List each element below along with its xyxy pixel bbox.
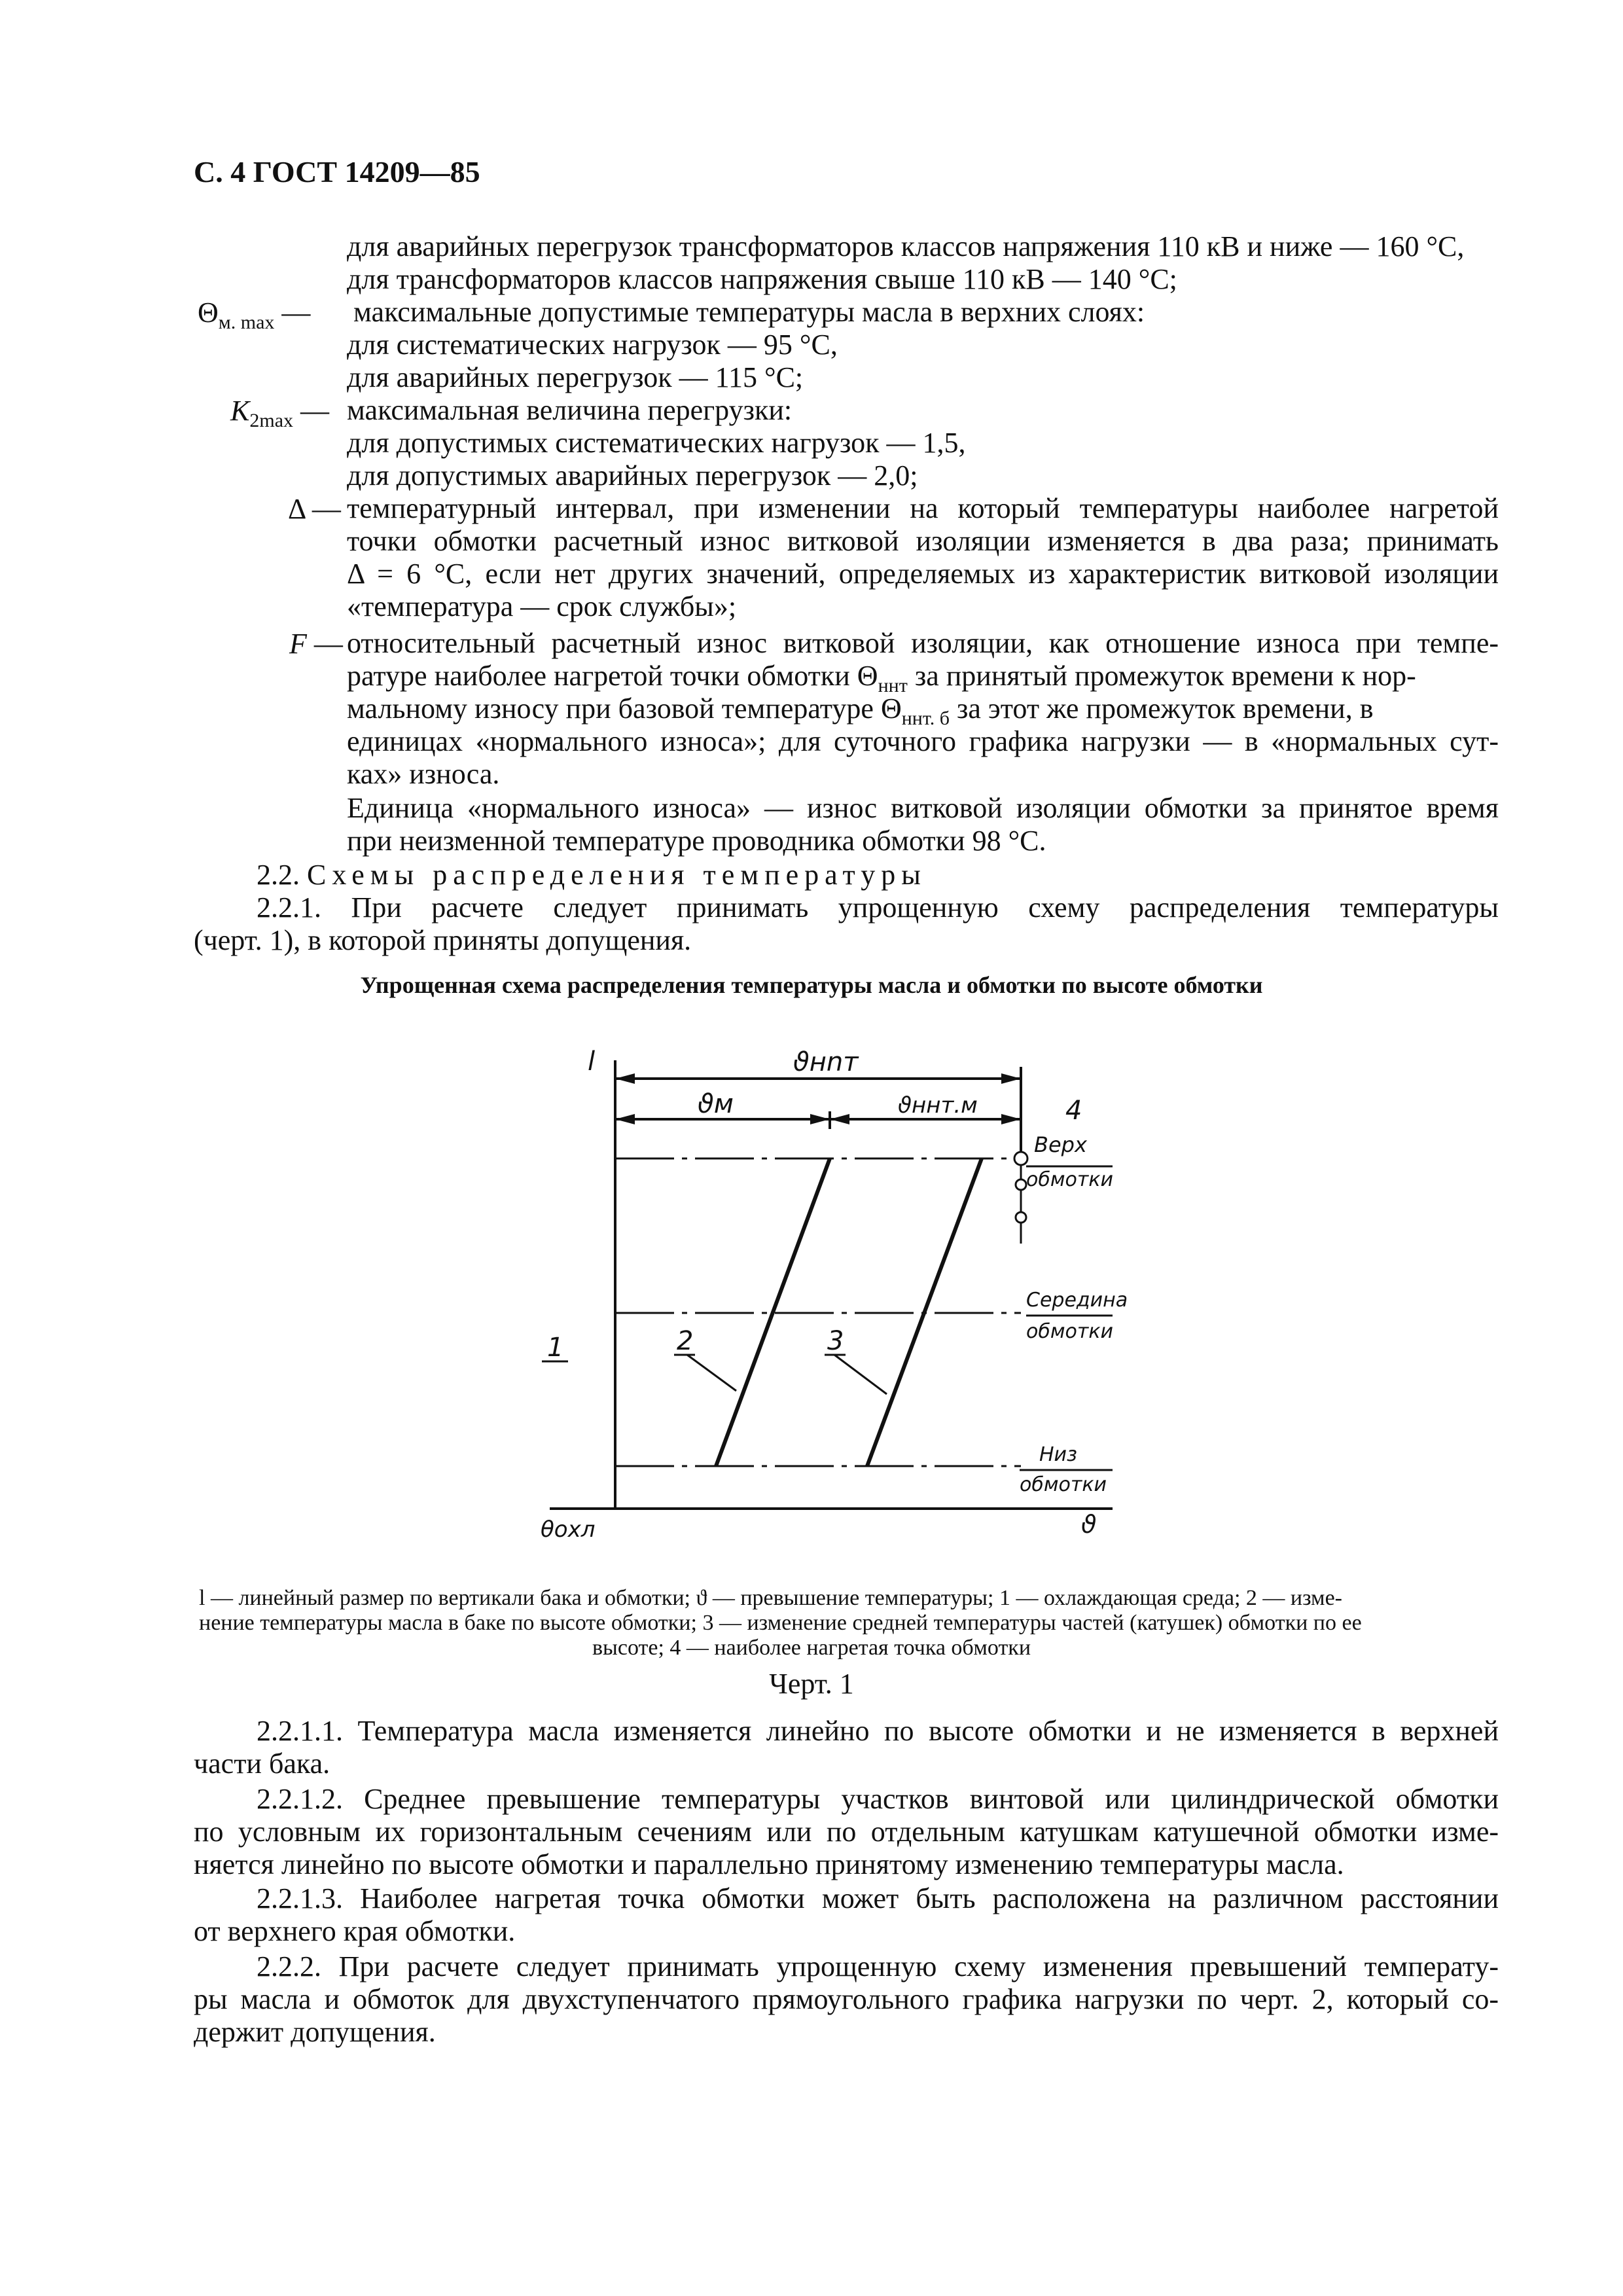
label-niz: Низ [1039, 1443, 1078, 1466]
hotspot-point [1016, 1179, 1026, 1190]
theta-nntb-subscript: ннт. б [901, 708, 950, 729]
arrowhead [1001, 1114, 1021, 1124]
label-2: 2 [677, 1326, 694, 1356]
section-number: 2.2. [257, 859, 300, 891]
def-line: «температура — срок службы»; [347, 590, 737, 622]
label-obmotki-top: обмотки [1026, 1168, 1113, 1191]
def-text: за этот же промежуток времени, в [949, 692, 1374, 725]
hotspot-point [1014, 1152, 1027, 1165]
def-line: максимальная величина перегрузки: [347, 394, 793, 426]
theta-subscript: м. max [218, 312, 275, 333]
figure-caption-line: l — линейный размер по вертикали бака и обмотки; ϑ — превышение температуры; 1 — охлаждающая среда; 2 — изме- [199, 1586, 1342, 1610]
def-text: за принятый промежуток времени к нор- [907, 660, 1416, 692]
k2max-symbol: $K_{2max}$ — [230, 395, 330, 431]
paragraph-line: няется линейно по высоте обмотки и параллельно принятому изменению температуры масла. [194, 1848, 1344, 1880]
def-line: для допустимых систематических нагрузок — 1,5, [347, 427, 966, 459]
label-theta-m: ϑм [698, 1089, 734, 1119]
arrowhead [1001, 1073, 1021, 1084]
def-text: мальному износу при базовой температуре Θ [347, 692, 902, 725]
arrowhead [615, 1114, 635, 1124]
paragraph-line: (черт. 1), в которой приняты допущения. [194, 924, 692, 956]
figure-label: Черт. 1 [769, 1668, 854, 1700]
delta-symbol-wrap: Δ — [288, 493, 341, 525]
theta-nnt-subscript: ннт [878, 675, 908, 696]
def-line: относительный расчетный износ витковой изоляции, как отношение износа при темпе- [347, 627, 1499, 659]
def-text: ратуре наиболее нагретой точки обмотки Θ [347, 660, 878, 692]
def-line: для систематических нагрузок — 95 °С, [347, 329, 838, 361]
def-line: для трансформаторов классов напряжения свыше 110 кВ — 140 °С; [347, 263, 1177, 295]
label-theta-ohl: θохл [541, 1516, 596, 1543]
def-line: ках» износа. [347, 758, 500, 790]
f-symbol: F [289, 628, 307, 660]
label-obmotki-bot: обмотки [1020, 1473, 1107, 1496]
def-line: для аварийных перегрузок трансформаторов классов напряжения 110 кВ и ниже — 160 °С, [347, 230, 1465, 262]
leader-line-3 [834, 1355, 887, 1394]
figure-title: Упрощенная схема распределения температуры масла и обмотки по высоте обмотки [360, 972, 1263, 998]
paragraph-line: 2.2.1.2. Среднее превышение температуры участков винтовой или цилиндрической обмотки [257, 1783, 1499, 1815]
def-line: при неизменной температуре проводника обмотки 98 °С. [347, 825, 1046, 857]
k-subscript: 2max [249, 410, 294, 431]
paragraph-line: 2.2.2. При расчете следует принимать упрощенную схему изменения превышений температу- [257, 1950, 1499, 1982]
theta-max-symbol: $\Theta_{м. max}$ — [198, 296, 311, 333]
arrowhead [810, 1114, 830, 1124]
arrowhead [830, 1114, 849, 1124]
def-line: единицах «нормального износа»; для суточного графика нагрузки — в «нормальных сут- [347, 725, 1499, 757]
paragraph-line: ры масла и обмоток для двухступенчатого прямоугольного графика нагрузки по черт. 2, который со- [194, 1983, 1499, 2015]
leader-line-2 [687, 1355, 736, 1391]
def-line: Единица «нормального износа» — износ витковой изоляции обмотки за принятое время [347, 792, 1499, 824]
paragraph-line: 2.2.1. При расчете следует принимать упрощенную схему распределения температуры [257, 891, 1499, 924]
axis-label-l: l [588, 1047, 596, 1077]
k-symbol: K [230, 395, 250, 427]
arrowhead [615, 1073, 635, 1084]
def-line: максимальные допустимые температуры масла в верхних слоях: [353, 296, 1145, 328]
figure-caption-line: высоте; 4 — наиболее нагретая точка обмотки [592, 1636, 1031, 1660]
section-title: Схемы распределения температуры [307, 859, 927, 891]
label-4: 4 [1065, 1096, 1082, 1126]
label-obmotki-mid: обмотки [1026, 1320, 1113, 1343]
label-1: 1 [547, 1333, 564, 1363]
axis-label-theta: ϑ [1081, 1510, 1097, 1539]
def-line: температурный интервал, при изменении на который температуры наиболее нагретой [347, 492, 1499, 524]
hotspot-point [1016, 1212, 1026, 1223]
delta-symbol: Δ [288, 493, 305, 525]
figure-caption-line: нение температуры масла в баке по высоте обмотки; 3 — изменение средней температуры частей (катушек) обмотки по ее [199, 1611, 1362, 1635]
def-line: точки обмотки расчетный износ витковой изоляции изменяется в два раза; принимать [347, 525, 1499, 557]
paragraph-line: 2.2.1.3. Наиболее нагретая точка обмотки может быть расположена на различном расстоянии [257, 1882, 1499, 1914]
label-seredina: Середина [1026, 1289, 1128, 1312]
paragraph-line: держит допущения. [194, 2016, 436, 2048]
paragraph-line: части бака. [194, 1748, 330, 1780]
def-line: для аварийных перегрузок — 115 °С; [347, 361, 804, 393]
def-line: для допустимых аварийных перегрузок — 2,0; [347, 459, 918, 492]
paragraph-line: от верхнего края обмотки. [194, 1915, 516, 1947]
label-verh: Верх [1034, 1132, 1087, 1157]
label-3: 3 [827, 1326, 844, 1356]
paragraph-line: по условным их горизонтальным сечениям или по отдельным катушкам катушечной обмотки изме- [194, 1816, 1499, 1848]
f-symbol-wrap: F — [289, 628, 343, 660]
paragraph-line: 2.2.1.1. Температура масла изменяется линейно по высоте обмотки и не изменяется в верхней [257, 1715, 1499, 1747]
label-theta-nnt: ϑнnт [793, 1047, 859, 1077]
theta-symbol: Θ [198, 296, 219, 329]
label-theta-nnt-m: ϑннт.м [898, 1092, 978, 1119]
page-header: С. 4 ГОСТ 14209—85 [194, 155, 480, 188]
def-line: Δ = 6 °С, если нет других значений, определяемых из характеристик витковой изоляции [347, 558, 1499, 590]
